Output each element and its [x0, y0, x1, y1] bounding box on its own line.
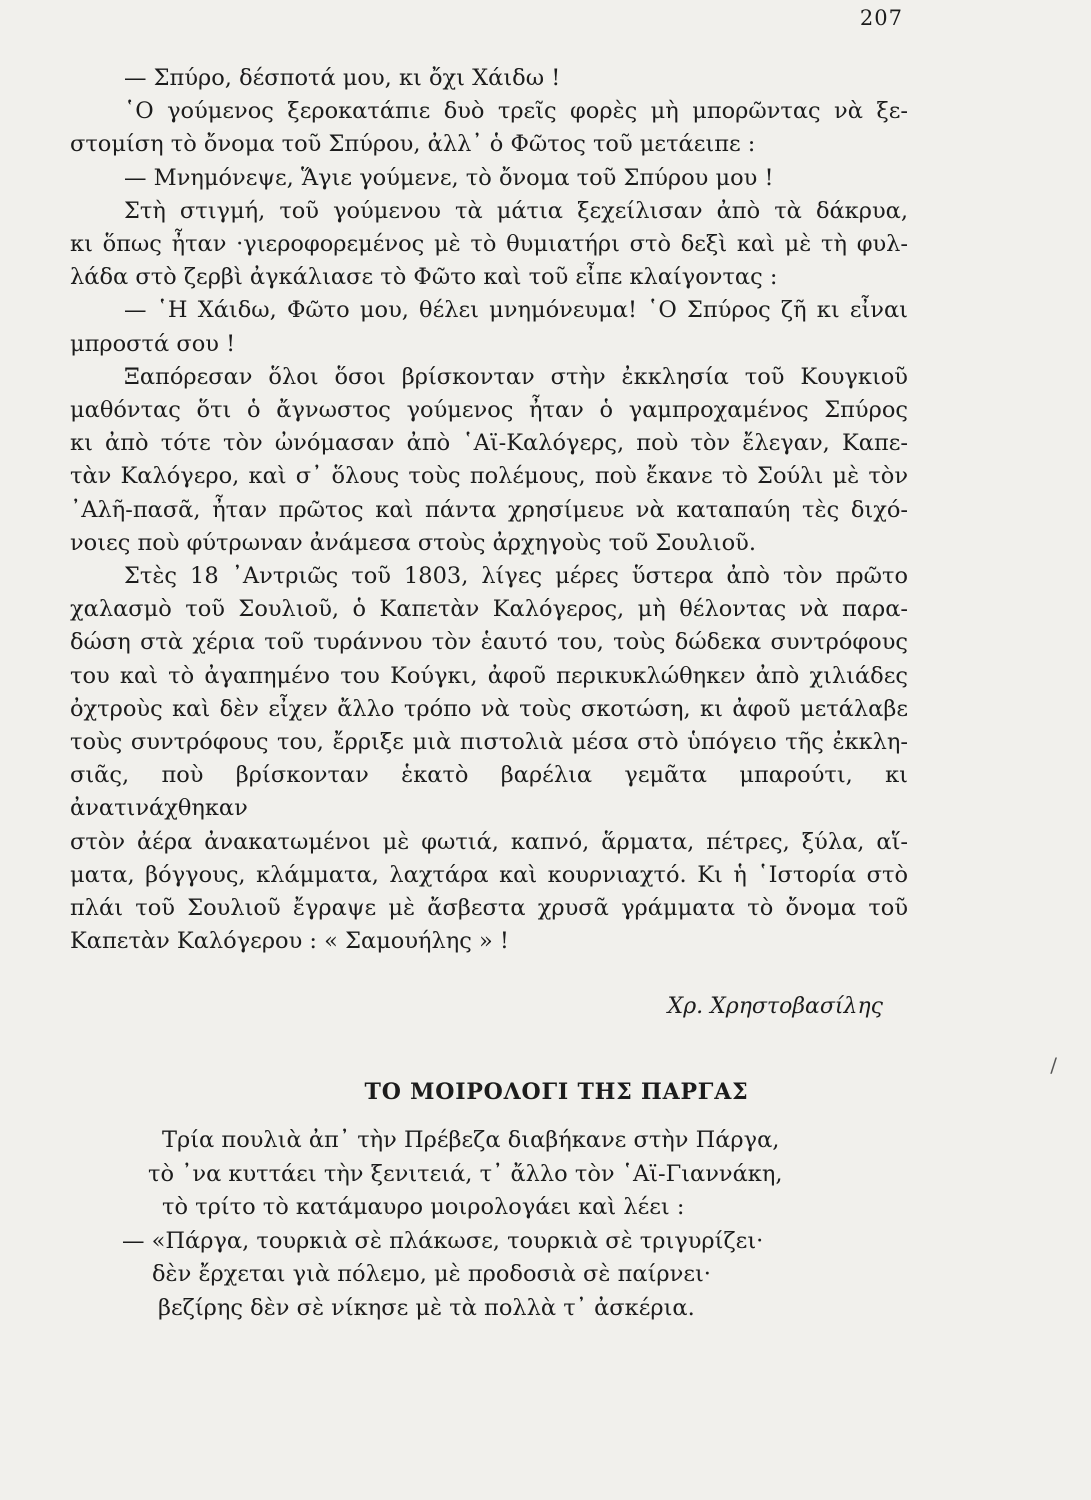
text-line: του καὶ τὸ ἀγαπημένο του Κούγκι, ἀφοῦ περικυκλώθηκεν ἀπὸ χιλιάδες	[70, 662, 908, 689]
text-line: — Σπύρο, δέσποτά μου, κι ὄχι Χάιδω !	[124, 65, 561, 91]
text-line: σιᾶς, ποὺ βρίσκονταν ἑκατὸ βαρέλια γεμᾶτα μπαρούτι, κι ἀνατινάχθηκαν	[70, 762, 908, 822]
text-line: μπροστά σου !	[70, 330, 236, 357]
text-line: ματα, βόγγους, κλάμματα, λαχτάρα καὶ κουρνιαχτό. Κι ἡ ῾Ιστορία στὸ	[70, 861, 908, 888]
text-line: Στὲς 18 ᾽Αντριῶς τοῦ 1803, λίγες μέρες ὕστερα ἀπὸ τὸν πρῶτο	[124, 563, 908, 590]
poem-title: ΤΟ ΜΟΙΡΟΛΟΓΙ ΤΗΣ ΠΑΡΓΑΣ	[364, 1079, 749, 1105]
text-line: κι ἀπὸ τότε τὸν ὠνόμασαν ἀπὸ ῾Αϊ-Καλόγερς, ποὺ τὸν ἔλεγαν, Καπε-	[70, 430, 908, 457]
text-line: Καπετὰν Καλόγερου : « Σαμουήλης » !	[70, 928, 509, 955]
text-line: κι ὅπως ἦταν ·γιεροφορεμένος μὲ τὸ θυμιατήρι στὸ δεξὶ καὶ μὲ τὴ φυλ-	[70, 231, 908, 258]
poem-line: — «Πάργα, τουρκιὰ σὲ πλάκωσε, τουρκιὰ σὲ τριγυρίζει·	[122, 1227, 764, 1254]
text-line: Στὴ στιγμή, τοῦ γούμενου τὰ μάτια ξεχείλισαν ἀπὸ τὰ δάκρυα,	[124, 197, 908, 224]
text-line: ῾Ο γούμενος ξεροκατάπιε δυὸ τρεῖς φορὲς μὴ μπορῶντας νὰ ξε-	[124, 98, 908, 125]
text-line: — Μνημόνεψε, Ἅγιε γούμενε, τὸ ὄνομα τοῦ Σπύρου μου !	[124, 164, 774, 191]
prose-body	[70, 62, 908, 958]
text-line: στὸν ἀέρα ἀνακατωμένοι μὲ φωτιά, καπνό, ἅρματα, πέτρες, ξύλα, αἵ-	[70, 828, 908, 855]
margin-mark: /	[1050, 1053, 1057, 1077]
text-line: ὀχτροὺς καὶ δὲν εἶχεν ἄλλο τρόπο νὰ τοὺς σκοτώση, κι ἀφοῦ μετάλαβε	[70, 695, 908, 722]
poem-line: τὸ ᾽να κυττάει τὴν ξενιτειά, τ᾽ ἄλλο τὸν ῾Αϊ-Γιαννάκη,	[148, 1160, 783, 1187]
poem-line: τὸ τρίτο τὸ κατάμαυρο μοιρολογάει καὶ λέει :	[162, 1194, 685, 1220]
text-line: τοὺς συντρόφους του, ἔρριξε μιὰ πιστολιὰ μέσα στὸ ὑπόγειο τῆς ἐκκλη-	[70, 729, 908, 756]
text-line: μαθόντας ὅτι ὁ ἄγνωστος γούμενος ἦταν ὁ γαμπροχαμένος Σπύρος	[70, 397, 908, 424]
poem-line: βεζίρης δὲν σὲ νίκησε μὲ τὰ πολλὰ τ᾽ ἀσκέρια.	[158, 1294, 695, 1321]
text-line: Ξαπόρεσαν ὅλοι ὅσοι βρίσκονταν στὴν ἐκκλησία τοῦ Κουγκιοῦ	[124, 363, 908, 390]
text-line: τὰν Καλόγερο, καὶ σ᾽ ὅλους τοὺς πολέμους, ποὺ ἔκανε τὸ Σούλι μὲ τὸν	[70, 463, 908, 490]
text-line: λάδα στὸ ζερβὶ ἀγκάλιασε τὸ Φῶτο καὶ τοῦ εἶπε κλαίγοντας :	[70, 264, 778, 291]
text-line: χαλασμὸ τοῦ Σουλιοῦ, ὁ Καπετὰν Καλόγερος, μὴ θέλοντας νὰ παρα-	[70, 596, 908, 623]
text-line: στομίση τὸ ὄνομα τοῦ Σπύρου, ἀλλ᾽ ὁ Φῶτος τοῦ μετάειπε :	[70, 131, 756, 158]
poem-line: δὲν ἔρχεται γιὰ πόλεμο, μὲ προδοσιὰ σὲ παίρνει·	[152, 1261, 711, 1287]
poem-line: Τρία πουλιὰ ἀπ᾽ τὴν Πρέβεζα διαβήκανε στὴν Πάργα,	[162, 1127, 780, 1153]
author-signature: Χρ. Χρηστοβασίλης	[667, 994, 883, 1019]
text-line: πλάι τοῦ Σουλιοῦ ἔγραψε μὲ ἄσβεστα χρυσᾶ γράμματα τὸ ὄνομα τοῦ	[70, 895, 908, 922]
text-line: δώση στὰ χέρια τοῦ τυράννου τὸν ἑαυτό του, τοὺς δώδεκα συντρόφους	[70, 629, 908, 656]
text-line: — ῾Η Χάιδω, Φῶτο μου, θέλει μνημόνευμα! ῾Ο Σπύρος ζῆ κι εἶναι	[124, 297, 908, 324]
poem-body	[122, 1124, 783, 1325]
text-line: ᾽Αλῆ-πασᾶ, ἦταν πρῶτος καὶ πάντα χρησίμευε νὰ καταπαύη τὲς διχό-	[70, 496, 908, 523]
text-line: νοιες ποὺ φύτρωναν ἀνάμεσα στοὺς ἀρχηγοὺς τοῦ Σουλιοῦ.	[70, 529, 756, 556]
page-number: 207	[859, 6, 903, 30]
